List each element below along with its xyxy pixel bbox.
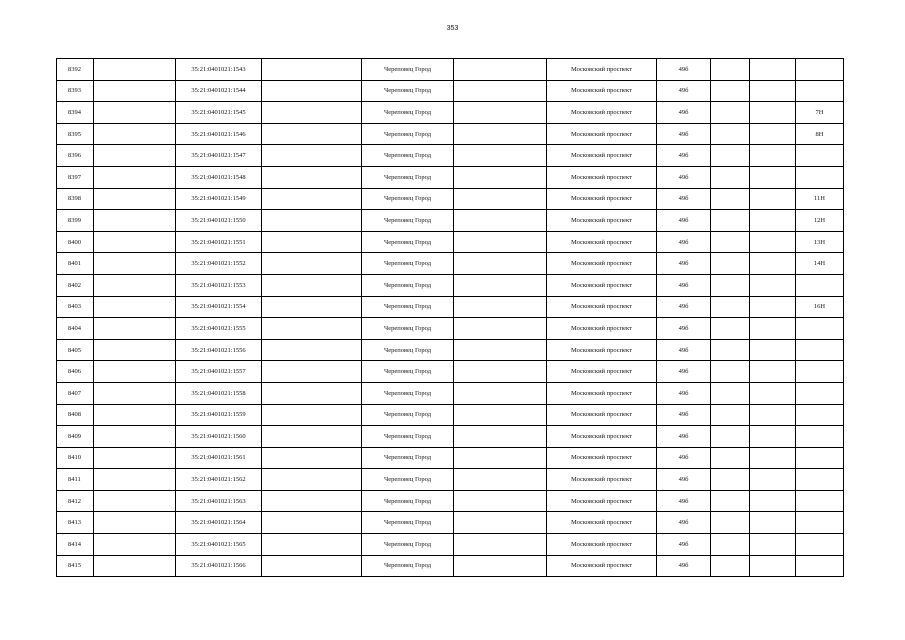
cell-record-number: 8392 [57,59,94,81]
cell-empty [94,123,176,145]
cell-house-number: 49б [657,512,711,534]
cell-empty [711,123,750,145]
page-number: 353 [446,25,459,32]
cell-empty [94,188,176,210]
cell-empty [94,426,176,448]
cell-house-number: 49б [657,490,711,512]
cell-record-number: 8408 [57,404,94,426]
cell-city: Череповец Город [362,166,454,188]
cell-empty [711,231,750,253]
cell-empty [94,555,176,577]
table-row [57,296,844,318]
cell-record-number: 8412 [57,490,94,512]
cell-empty [711,318,750,340]
cell-cadastral-number: 35:21:0401021:1548 [176,166,262,188]
table-row [57,145,844,167]
cell-house-number: 49б [657,102,711,124]
cell-city: Череповец Город [362,555,454,577]
cell-premises-number [796,490,844,512]
cell-empty [94,447,176,469]
cell-cadastral-number: 35:21:0401021:1547 [176,145,262,167]
cell-empty [454,318,547,340]
cell-street: Московский проспект [547,210,657,232]
cell-city: Череповец Город [362,404,454,426]
cell-record-number: 8405 [57,339,94,361]
cell-street: Московский проспект [547,512,657,534]
cell-street: Московский проспект [547,145,657,167]
cell-house-number: 49б [657,426,711,448]
cell-house-number: 49б [657,231,711,253]
cell-empty [262,318,362,340]
cell-city: Череповец Город [362,469,454,491]
cell-street: Московский проспект [547,59,657,81]
cell-record-number: 8402 [57,274,94,296]
cell-cadastral-number: 35:21:0401021:1557 [176,361,262,383]
cell-empty [750,123,796,145]
cell-city: Череповец Город [362,274,454,296]
cell-empty [750,404,796,426]
cell-cadastral-number: 35:21:0401021:1543 [176,59,262,81]
registry-table [56,58,844,577]
cell-house-number: 49б [657,339,711,361]
cell-empty [711,188,750,210]
cell-record-number: 8410 [57,447,94,469]
cell-cadastral-number: 35:21:0401021:1555 [176,318,262,340]
cell-empty [711,404,750,426]
cell-street: Московский проспект [547,361,657,383]
cell-record-number: 8401 [57,253,94,275]
cell-house-number: 49б [657,404,711,426]
cell-empty [262,512,362,534]
cell-street: Московский проспект [547,102,657,124]
table-row [57,210,844,232]
cell-empty [262,123,362,145]
cell-empty [750,145,796,167]
cell-empty [711,274,750,296]
cell-premises-number [796,145,844,167]
cell-empty [94,210,176,232]
cell-house-number: 49б [657,555,711,577]
cell-empty [262,274,362,296]
cell-empty [750,447,796,469]
cell-empty [750,318,796,340]
cell-street: Московский проспект [547,318,657,340]
cell-empty [454,296,547,318]
cell-empty [750,555,796,577]
cell-empty [454,447,547,469]
cell-empty [94,490,176,512]
cell-empty [750,231,796,253]
cell-city: Череповец Город [362,382,454,404]
cell-empty [94,469,176,491]
cell-empty [262,469,362,491]
cell-empty [750,274,796,296]
cell-city: Череповец Город [362,361,454,383]
cell-empty [262,339,362,361]
cell-premises-number [796,361,844,383]
cell-city: Череповец Город [362,296,454,318]
cell-empty [711,253,750,275]
cell-street: Московский проспект [547,123,657,145]
cell-premises-number [796,339,844,361]
cell-empty [711,166,750,188]
cell-empty [94,296,176,318]
cell-empty [711,145,750,167]
cell-empty [454,512,547,534]
cell-city: Череповец Город [362,253,454,275]
cell-street: Московский проспект [547,253,657,275]
cell-empty [454,123,547,145]
cell-record-number: 8414 [57,534,94,556]
cell-empty [262,404,362,426]
cell-record-number: 8415 [57,555,94,577]
table-row [57,361,844,383]
cell-empty [262,361,362,383]
cell-city: Череповец Город [362,534,454,556]
cell-cadastral-number: 35:21:0401021:1552 [176,253,262,275]
table-row [57,404,844,426]
cell-empty [94,512,176,534]
cell-city: Череповец Город [362,318,454,340]
table-row [57,102,844,124]
cell-city: Череповец Город [362,188,454,210]
cell-city: Череповец Город [362,490,454,512]
cell-street: Московский проспект [547,469,657,491]
cell-premises-number [796,166,844,188]
cell-record-number: 8407 [57,382,94,404]
cell-record-number: 8395 [57,123,94,145]
cell-premises-number: 11Н [796,188,844,210]
cell-empty [262,102,362,124]
cell-house-number: 49б [657,274,711,296]
cell-empty [262,555,362,577]
cell-city: Череповец Город [362,145,454,167]
cell-record-number: 8406 [57,361,94,383]
cell-empty [262,188,362,210]
cell-premises-number [796,274,844,296]
cell-premises-number [796,447,844,469]
cell-street: Московский проспект [547,382,657,404]
cell-empty [94,318,176,340]
table-row [57,447,844,469]
cell-premises-number: 12Н [796,210,844,232]
cell-premises-number: 8Н [796,123,844,145]
cell-empty [711,102,750,124]
cell-empty [454,80,547,102]
cell-premises-number [796,426,844,448]
table-row [57,231,844,253]
cell-cadastral-number: 35:21:0401021:1556 [176,339,262,361]
cell-empty [711,80,750,102]
cell-empty [94,253,176,275]
cell-empty [750,382,796,404]
cell-record-number: 8409 [57,426,94,448]
cell-street: Московский проспект [547,339,657,361]
cell-empty [262,490,362,512]
cell-house-number: 49б [657,361,711,383]
cell-house-number: 49б [657,166,711,188]
table-row [57,188,844,210]
registry-table-body [57,59,844,577]
table-row [57,59,844,81]
cell-record-number: 8404 [57,318,94,340]
cell-empty [94,404,176,426]
cell-cadastral-number: 35:21:0401021:1553 [176,274,262,296]
cell-premises-number [796,59,844,81]
cell-empty [94,361,176,383]
cell-empty [750,534,796,556]
cell-empty [262,534,362,556]
cell-empty [262,447,362,469]
cell-street: Московский проспект [547,188,657,210]
cell-record-number: 8393 [57,80,94,102]
cell-empty [262,210,362,232]
cell-city: Череповец Город [362,512,454,534]
cell-cadastral-number: 35:21:0401021:1564 [176,512,262,534]
cell-empty [454,274,547,296]
cell-city: Череповец Город [362,447,454,469]
cell-street: Московский проспект [547,490,657,512]
cell-house-number: 49б [657,59,711,81]
cell-house-number: 49б [657,188,711,210]
cell-empty [750,188,796,210]
cell-empty [711,512,750,534]
cell-empty [711,339,750,361]
table-row [57,123,844,145]
cell-empty [262,296,362,318]
cell-empty [454,231,547,253]
cell-house-number: 49б [657,534,711,556]
cell-empty [94,166,176,188]
cell-empty [750,80,796,102]
table-row [57,534,844,556]
cell-cadastral-number: 35:21:0401021:1549 [176,188,262,210]
cell-empty [94,382,176,404]
cell-empty [262,59,362,81]
cell-city: Череповец Город [362,339,454,361]
cell-empty [454,339,547,361]
cell-premises-number: 16Н [796,296,844,318]
cell-empty [94,145,176,167]
cell-empty [750,102,796,124]
cell-cadastral-number: 35:21:0401021:1566 [176,555,262,577]
cell-premises-number [796,534,844,556]
cell-street: Московский проспект [547,447,657,469]
cell-house-number: 49б [657,382,711,404]
cell-empty [262,80,362,102]
cell-empty [750,361,796,383]
cell-empty [711,490,750,512]
cell-empty [94,274,176,296]
cell-empty [94,231,176,253]
cell-cadastral-number: 35:21:0401021:1546 [176,123,262,145]
cell-record-number: 8413 [57,512,94,534]
table-row [57,339,844,361]
cell-empty [94,80,176,102]
cell-city: Череповец Город [362,80,454,102]
cell-empty [454,188,547,210]
cell-premises-number: 13Н [796,231,844,253]
table-row [57,80,844,102]
cell-cadastral-number: 35:21:0401021:1565 [176,534,262,556]
cell-street: Московский проспект [547,555,657,577]
cell-empty [454,59,547,81]
table-row [57,512,844,534]
cell-empty [711,210,750,232]
cell-record-number: 8411 [57,469,94,491]
cell-premises-number [796,318,844,340]
cell-empty [454,426,547,448]
cell-empty [711,469,750,491]
cell-cadastral-number: 35:21:0401021:1558 [176,382,262,404]
cell-city: Череповец Город [362,123,454,145]
cell-record-number: 8399 [57,210,94,232]
cell-empty [94,534,176,556]
cell-empty [454,102,547,124]
cell-cadastral-number: 35:21:0401021:1554 [176,296,262,318]
cell-empty [94,102,176,124]
cell-premises-number [796,512,844,534]
cell-premises-number [796,404,844,426]
table-row [57,166,844,188]
cell-empty [750,59,796,81]
cell-empty [262,253,362,275]
cell-cadastral-number: 35:21:0401021:1561 [176,447,262,469]
cell-cadastral-number: 35:21:0401021:1544 [176,80,262,102]
cell-premises-number: 14Н [796,253,844,275]
cell-record-number: 8403 [57,296,94,318]
cell-empty [711,534,750,556]
cell-house-number: 49б [657,123,711,145]
cell-empty [711,447,750,469]
cell-city: Череповец Город [362,59,454,81]
cell-empty [454,361,547,383]
cell-cadastral-number: 35:21:0401021:1562 [176,469,262,491]
cell-house-number: 49б [657,145,711,167]
cell-empty [750,339,796,361]
cell-empty [454,145,547,167]
cell-empty [750,210,796,232]
table-row [57,490,844,512]
cell-premises-number [796,469,844,491]
cell-record-number: 8400 [57,231,94,253]
cell-house-number: 49б [657,210,711,232]
cell-city: Череповец Город [362,231,454,253]
cell-empty [262,382,362,404]
cell-empty [750,166,796,188]
table-row [57,555,844,577]
table-row [57,253,844,275]
cell-empty [454,534,547,556]
cell-empty [454,166,547,188]
cell-cadastral-number: 35:21:0401021:1563 [176,490,262,512]
table-row [57,469,844,491]
cell-empty [454,210,547,232]
cell-house-number: 49б [657,447,711,469]
cell-empty [454,555,547,577]
cell-street: Московский проспект [547,296,657,318]
table-row [57,274,844,296]
cell-empty [711,426,750,448]
cell-empty [750,512,796,534]
cell-record-number: 8394 [57,102,94,124]
table-row [57,318,844,340]
cell-empty [94,59,176,81]
cell-street: Московский проспект [547,404,657,426]
cell-record-number: 8396 [57,145,94,167]
cell-street: Московский проспект [547,426,657,448]
cell-empty [454,382,547,404]
cell-record-number: 8397 [57,166,94,188]
cell-premises-number: 7Н [796,102,844,124]
table-row [57,426,844,448]
cell-street: Московский проспект [547,274,657,296]
cell-record-number: 8398 [57,188,94,210]
cell-cadastral-number: 35:21:0401021:1545 [176,102,262,124]
cell-empty [262,145,362,167]
cell-house-number: 49б [657,469,711,491]
cell-cadastral-number: 35:21:0401021:1560 [176,426,262,448]
cell-house-number: 49б [657,80,711,102]
cell-empty [454,253,547,275]
cell-street: Московский проспект [547,80,657,102]
cell-street: Московский проспект [547,166,657,188]
cell-empty [711,296,750,318]
cell-empty [750,296,796,318]
cell-house-number: 49б [657,296,711,318]
cell-empty [750,426,796,448]
cell-house-number: 49б [657,318,711,340]
cell-city: Череповец Город [362,426,454,448]
cell-house-number: 49б [657,253,711,275]
cell-empty [454,404,547,426]
cell-cadastral-number: 35:21:0401021:1559 [176,404,262,426]
cell-empty [750,490,796,512]
cell-empty [750,469,796,491]
cell-empty [750,253,796,275]
cell-premises-number [796,382,844,404]
cell-street: Московский проспект [547,534,657,556]
cell-empty [711,382,750,404]
cell-cadastral-number: 35:21:0401021:1550 [176,210,262,232]
cell-street: Московский проспект [547,231,657,253]
table-row [57,382,844,404]
cell-empty [454,469,547,491]
cell-empty [262,231,362,253]
cell-empty [454,490,547,512]
cell-empty [262,426,362,448]
cell-city: Череповец Город [362,102,454,124]
cell-cadastral-number: 35:21:0401021:1551 [176,231,262,253]
cell-empty [711,361,750,383]
cell-empty [262,166,362,188]
cell-empty [94,339,176,361]
cell-empty [711,555,750,577]
cell-empty [711,59,750,81]
cell-premises-number [796,80,844,102]
cell-premises-number [796,555,844,577]
cell-city: Череповец Город [362,210,454,232]
